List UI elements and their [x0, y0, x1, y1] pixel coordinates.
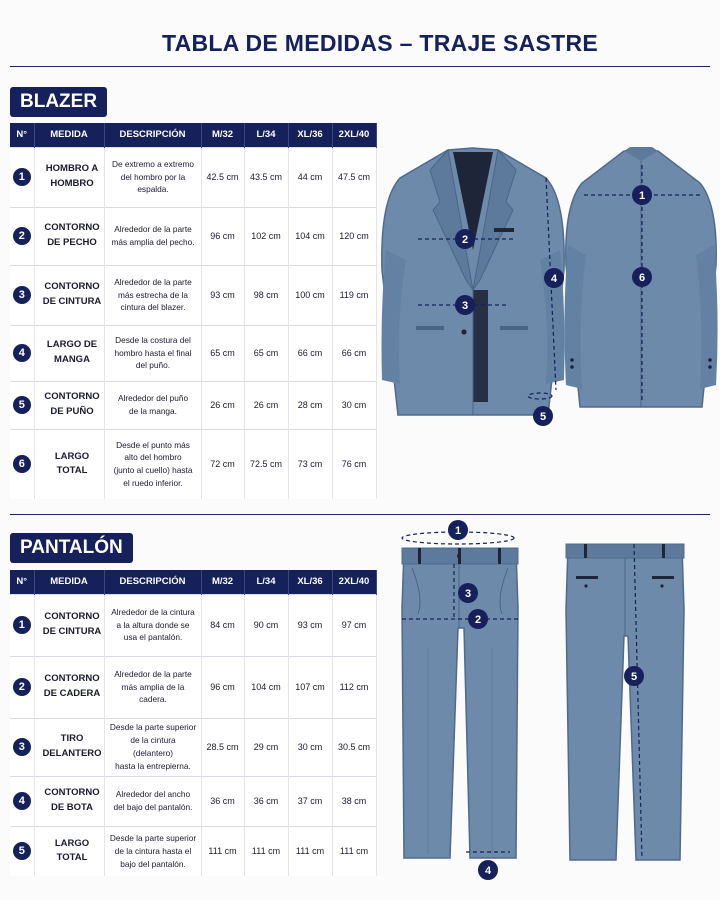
size-value: 104 cm: [244, 656, 288, 718]
row-number: [10, 718, 34, 776]
marker-label: 4: [484, 865, 492, 877]
size-value: 111 cm: [244, 826, 288, 876]
measure-name-line: HOMBRO A: [45, 163, 99, 175]
measure-name-line: MANGA: [54, 354, 90, 365]
column-header: XL/36: [288, 570, 332, 594]
table-header-row: [10, 570, 376, 594]
table-row: [10, 207, 376, 265]
number-badge: 3: [13, 738, 31, 756]
measure-name-line: CONTORNO: [44, 787, 100, 799]
description-line: Alrededor de la parte: [114, 668, 192, 679]
number-badge: 2: [13, 678, 31, 696]
size-value: 28.5 cm: [201, 718, 244, 776]
measure-description: [104, 826, 201, 876]
measure-name: [34, 776, 104, 826]
size-value: 120 cm: [332, 207, 376, 265]
row-number: [10, 381, 34, 429]
description-line: de la cintura (delantero): [130, 735, 176, 758]
number-badge: 3: [13, 286, 31, 304]
size-value: 98 cm: [244, 265, 288, 325]
measure-description: [104, 381, 201, 429]
table-row: [10, 147, 376, 207]
measure-description: [104, 147, 201, 207]
measure-name-line: DE PUÑO: [50, 406, 94, 417]
table-row: [10, 656, 376, 718]
measure-name: [34, 826, 104, 876]
size-value: 26 cm: [201, 381, 244, 429]
description-line: el ruedo inferior.: [123, 478, 183, 489]
size-value: 73 cm: [288, 429, 332, 499]
row-number: [10, 826, 34, 876]
size-value: 97 cm: [332, 594, 376, 656]
measure-name-line: DE BOTA: [50, 802, 94, 813]
description-line: del puño.: [135, 360, 171, 371]
pantalon-measurement-table: [10, 570, 377, 876]
measure-description: [104, 594, 201, 656]
description-line: Alrededor de la cintura: [111, 606, 195, 617]
blazer-measurement-table: [10, 123, 377, 499]
description-line: Alrededor del puño: [117, 393, 189, 404]
size-value: 26 cm: [244, 381, 288, 429]
measure-name: [34, 147, 104, 207]
measure-name-line: HOMBRO: [50, 178, 94, 189]
size-value: 72.5 cm: [244, 429, 288, 499]
marker-label: 3: [464, 588, 472, 600]
measure-name: [34, 429, 104, 499]
number-badge: 1: [13, 168, 31, 186]
description-line: hombro hasta el final: [114, 347, 192, 358]
measure-description: [104, 207, 201, 265]
column-header: DESCRIPCIÓN: [104, 570, 201, 594]
number-badge: 6: [13, 455, 31, 473]
size-value: 76 cm: [332, 429, 376, 499]
measure-name-line: CONTORNO: [44, 611, 100, 623]
size-value: 30.5 cm: [332, 718, 376, 776]
description-line: a la altura donde se: [116, 619, 190, 630]
number-badge: 4: [13, 344, 31, 362]
measure-name: [34, 594, 104, 656]
measure-name-line: LARGO TOTAL: [54, 450, 90, 477]
column-header: 2XL/40: [332, 123, 376, 147]
marker-label: 2: [474, 614, 482, 626]
measure-name-line: CONTORNO: [44, 673, 100, 685]
size-value: 29 cm: [244, 718, 288, 776]
measure-name: [34, 207, 104, 265]
pantalon-section-label: PANTALÓN: [10, 533, 133, 563]
size-value: 111 cm: [201, 826, 244, 876]
size-value: 30 cm: [288, 718, 332, 776]
description-line: de la manga.: [129, 406, 177, 416]
marker-label: 2: [461, 234, 469, 246]
measure-name-line: DE PECHO: [47, 237, 97, 248]
column-header: M/32: [201, 570, 244, 594]
row-number: [10, 325, 34, 381]
size-value: 44 cm: [288, 147, 332, 207]
column-header: 2XL/40: [332, 570, 376, 594]
measure-name-line: DE CINTURA: [42, 626, 102, 637]
description-line: Desde la parte superior: [109, 722, 197, 733]
column-header: N°: [10, 123, 34, 147]
description-line: más amplia del pecho.: [111, 237, 195, 247]
size-value: 66 cm: [288, 325, 332, 381]
row-number: [10, 776, 34, 826]
size-value: 93 cm: [288, 594, 332, 656]
column-header: MEDIDA: [34, 570, 104, 594]
table-row: [10, 265, 376, 325]
measure-name-line: DE CINTURA: [42, 296, 102, 307]
measure-name-line: CONTORNO: [44, 391, 100, 403]
description-line: alto del hombro: [124, 452, 182, 463]
description-line: De extremo a extremo: [111, 158, 195, 169]
description-line: (junto al cuello) hasta: [113, 465, 193, 476]
column-header: L/34: [244, 570, 288, 594]
measure-name-line: TIRO: [60, 733, 84, 745]
size-value: 93 cm: [201, 265, 244, 325]
table-row: [10, 381, 376, 429]
size-value: 47.5 cm: [332, 147, 376, 207]
measure-name-line: CONTORNO: [44, 281, 100, 293]
column-header: M/32: [201, 123, 244, 147]
size-value: 38 cm: [332, 776, 376, 826]
size-value: 111 cm: [332, 826, 376, 876]
measure-description: [104, 325, 201, 381]
measure-name-line: DELANTERO: [42, 748, 102, 759]
measure-name: [34, 265, 104, 325]
marker-label: 1: [454, 525, 462, 537]
table-header-row: [10, 123, 376, 147]
marker-label: 6: [638, 272, 646, 284]
marker-label: 3: [461, 300, 469, 312]
size-value: 36 cm: [244, 776, 288, 826]
pants-back-illustration: [562, 540, 688, 870]
size-value: 111 cm: [288, 826, 332, 876]
table-row: [10, 776, 376, 826]
table-row: [10, 826, 376, 876]
description-line: cintura del blazer.: [120, 302, 186, 313]
number-badge: 4: [13, 792, 31, 810]
size-value: 84 cm: [201, 594, 244, 656]
size-value: 43.5 cm: [244, 147, 288, 207]
size-value: 37 cm: [288, 776, 332, 826]
size-value: 100 cm: [288, 265, 332, 325]
size-value: 96 cm: [201, 207, 244, 265]
table-row: [10, 594, 376, 656]
table-row: [10, 325, 376, 381]
measure-name-line: LARGO TOTAL: [54, 837, 90, 864]
number-badge: 5: [13, 396, 31, 414]
column-header: L/34: [244, 123, 288, 147]
table-row: [10, 718, 376, 776]
marker-label: 1: [638, 190, 646, 202]
measure-description: [104, 656, 201, 718]
section-divider: [10, 514, 710, 515]
size-value: 112 cm: [332, 656, 376, 718]
size-value: 96 cm: [201, 656, 244, 718]
measure-name-line: DE CADERA: [43, 688, 101, 699]
measure-name: [34, 656, 104, 718]
size-value: 36 cm: [201, 776, 244, 826]
description-line: cadera.: [139, 694, 167, 705]
size-value: 28 cm: [288, 381, 332, 429]
row-number: [10, 265, 34, 325]
size-value: 66 cm: [332, 325, 376, 381]
size-value: 102 cm: [244, 207, 288, 265]
description-line: Desde la parte superior: [109, 832, 197, 843]
description-line: espalda.: [137, 184, 169, 195]
measure-name-line: LARGO DE: [46, 339, 98, 351]
measure-description: [104, 265, 201, 325]
description-line: Desde la costura del: [115, 334, 191, 345]
number-badge: 1: [13, 616, 31, 634]
description-line: Desde el punto más: [116, 439, 190, 450]
size-value: 65 cm: [244, 325, 288, 381]
measure-name: [34, 325, 104, 381]
number-badge: 5: [13, 842, 31, 860]
row-number: [10, 207, 34, 265]
pants-front-illustration: [398, 518, 524, 882]
column-header: XL/36: [288, 123, 332, 147]
description-line: Alrededor de la parte: [114, 224, 192, 235]
measure-name-line: CONTORNO: [44, 222, 100, 234]
description-line: hasta la entrepierna.: [115, 760, 191, 771]
measure-description: [104, 776, 201, 826]
size-value: 65 cm: [201, 325, 244, 381]
row-number: [10, 594, 34, 656]
number-badge: 2: [13, 227, 31, 245]
description-line: del bajo del pantalón.: [113, 802, 193, 812]
description-line: bajo del pantalón.: [120, 858, 186, 869]
blazer-front-illustration: [378, 140, 568, 430]
page-title: TABLA DE MEDIDAS – TRAJE SASTRE: [161, 30, 599, 56]
size-value: 72 cm: [201, 429, 244, 499]
size-value: 30 cm: [332, 381, 376, 429]
size-value: 119 cm: [332, 265, 376, 325]
size-value: 90 cm: [244, 594, 288, 656]
column-header: DESCRIPCIÓN: [104, 123, 201, 147]
marker-label: 5: [630, 671, 638, 683]
description-line: usa el pantalón.: [123, 632, 183, 643]
size-value: 107 cm: [288, 656, 332, 718]
measure-description: [104, 718, 201, 776]
measure-name: [34, 718, 104, 776]
description-line: Alrededor de la parte: [114, 276, 192, 287]
marker-label: 5: [539, 411, 547, 423]
row-number: [10, 147, 34, 207]
size-value: 42.5 cm: [201, 147, 244, 207]
blazer-back-illustration: [562, 145, 720, 415]
description-line: Alrededor del ancho: [115, 789, 191, 800]
marker-label: 4: [550, 273, 558, 285]
description-line: más estrecha de la: [117, 289, 189, 300]
table-row: [10, 429, 376, 499]
measure-description: [104, 429, 201, 499]
description-line: más amplia de la: [121, 681, 185, 692]
description-line: del hombro por la: [120, 171, 186, 182]
column-header: N°: [10, 570, 34, 594]
title-divider: [10, 66, 710, 67]
description-line: de la cintura hasta el: [114, 845, 192, 856]
row-number: [10, 656, 34, 718]
column-header: MEDIDA: [34, 123, 104, 147]
measure-name: [34, 381, 104, 429]
blazer-section-label: BLAZER: [10, 87, 107, 117]
size-value: 104 cm: [288, 207, 332, 265]
row-number: [10, 429, 34, 499]
